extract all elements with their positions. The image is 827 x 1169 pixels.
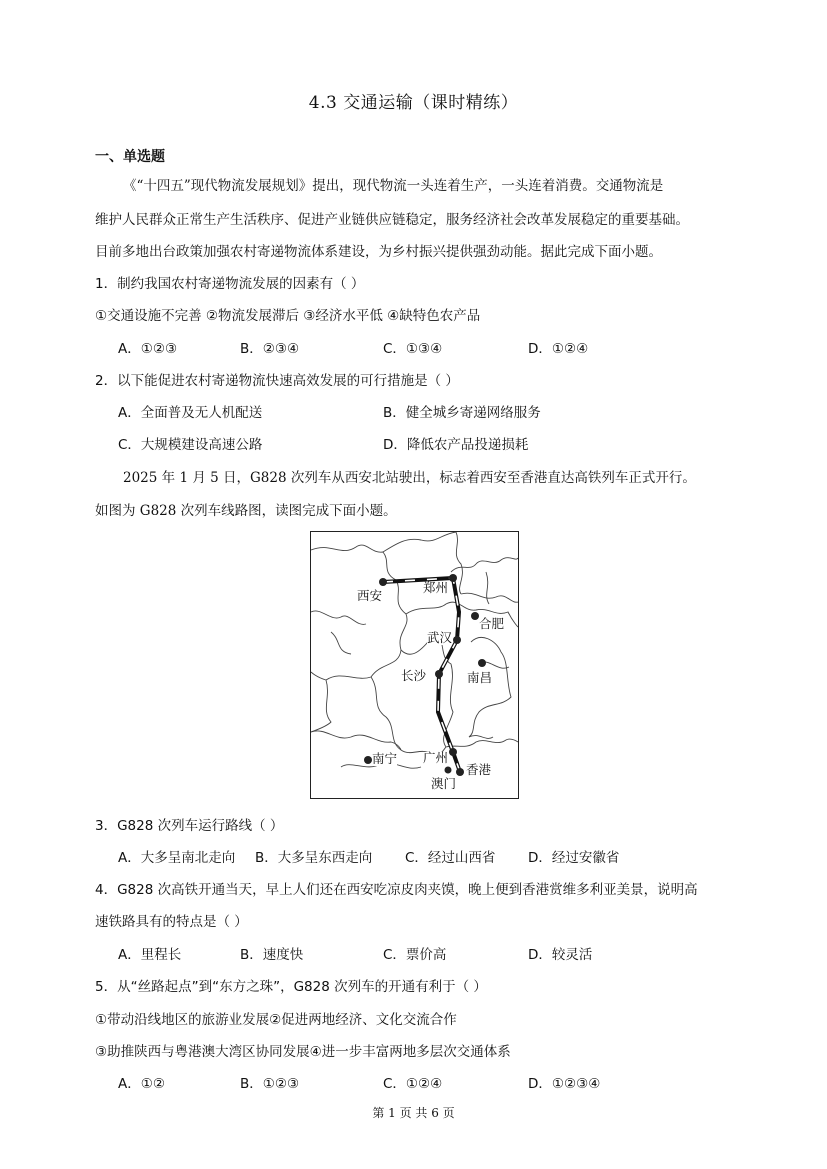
q2-option-a[interactable]: A．全面普及无人机配送 <box>118 405 263 421</box>
q3-option-b[interactable]: B．大多呈东西走向 <box>255 850 373 866</box>
city-dot-guangzhou <box>449 748 457 756</box>
q4-stem-line-1: 4．G828 次高铁开通当天，早上人们还在西安吃凉皮肉夹馍，晚上便到香港赏维多利亚美景，说明高 <box>95 882 698 898</box>
city-dot-nanning <box>364 756 372 764</box>
city-label-zhengzhou: 郑州 <box>423 580 449 595</box>
q2-option-d[interactable]: D．降低农产品投递损耗 <box>383 437 529 453</box>
city-dot-xian <box>379 578 387 586</box>
page-footer: 第 1 页 共 6 页 <box>372 1106 455 1120</box>
route-map <box>310 531 519 799</box>
q1-option-d[interactable]: D．①②④ <box>528 341 589 357</box>
q5-option-c[interactable]: C．①②④ <box>383 1076 443 1092</box>
city-label-macau: 澳门 <box>431 776 457 791</box>
city-dot-nanchang <box>478 659 486 667</box>
q3-stem: 3．G828 次列车运行路线（ ） <box>95 818 284 834</box>
q4-option-d[interactable]: D．较灵活 <box>528 947 593 963</box>
q2-option-c[interactable]: C．大规模建设高速公路 <box>118 437 263 453</box>
city-dot-changsha <box>435 670 443 678</box>
q4-option-a[interactable]: A．里程长 <box>118 947 182 963</box>
q4-stem-line-2: 速铁路具有的特点是（ ） <box>95 914 248 930</box>
q5-option-b[interactable]: B．①②③ <box>240 1076 300 1092</box>
city-label-nanning: 南宁 <box>372 751 398 766</box>
route-map-svg <box>311 532 518 798</box>
page-title: 4.3 交通运输（课时精练） <box>308 93 519 113</box>
q2-stem: 2．以下能促进农村寄递物流快速高效发展的可行措施是（ ） <box>95 373 459 389</box>
q5-items-line-2: ③助推陕西与粤港澳大湾区协同发展④进一步丰富两地多层次交通体系 <box>95 1044 511 1060</box>
q3-option-d[interactable]: D．经过安徽省 <box>528 850 620 866</box>
q3-option-a[interactable]: A．大多呈南北走向 <box>118 850 236 866</box>
city-dot-hongkong <box>456 768 464 776</box>
city-dot-zhengzhou <box>449 574 457 582</box>
province-borders <box>311 532 518 768</box>
q5-option-a[interactable]: A．①② <box>118 1076 165 1092</box>
q1-option-c[interactable]: C．①③④ <box>383 341 443 357</box>
city-label-hongkong: 香港 <box>466 762 492 777</box>
q1-option-b[interactable]: B．②③④ <box>240 341 300 357</box>
q3-option-c[interactable]: C．经过山西省 <box>405 850 496 866</box>
passage1-line-1: 《“十四五”现代物流发展规划》提出，现代物流一头连着生产，一头连着消费。交通物流是 <box>123 178 664 194</box>
section-heading: 一、单选题 <box>95 149 165 165</box>
q4-option-c[interactable]: C．票价高 <box>383 947 447 963</box>
q5-option-d[interactable]: D．①②③④ <box>528 1076 601 1092</box>
passage2-line-2: 如图为 G828 次列车线路图，读图完成下面小题。 <box>95 503 397 519</box>
city-dot-wuhan <box>453 636 461 644</box>
city-label-xian: 西安 <box>357 588 383 603</box>
q1-items: ①交通设施不完善 ②物流发展滞后 ③经济水平低 ④缺特色农产品 <box>95 308 481 324</box>
city-dot-hefei <box>471 612 479 620</box>
city-label-hefei: 合肥 <box>479 616 505 631</box>
q1-option-a[interactable]: A．①②③ <box>118 341 178 357</box>
passage1-line-2: 维护人民群众正常生产生活秩序、促进产业链供应链稳定，服务经济社会改革发展稳定的重要基础。 <box>95 212 689 228</box>
q4-option-b[interactable]: B．速度快 <box>240 947 304 963</box>
passage2-line-1: 2025 年 1 月 5 日，G828 次列车从西安北站驶出，标志着西安至香港直达高铁列车正式开行。 <box>123 470 696 486</box>
city-label-guangzhou: 广州 <box>423 750 449 765</box>
q1-stem: 1．制约我国农村寄递物流发展的因素有（ ） <box>95 276 365 292</box>
city-label-changsha: 长沙 <box>401 668 427 683</box>
q2-option-b[interactable]: B．健全城乡寄递网络服务 <box>383 405 541 421</box>
q5-stem: 5．从“丝路起点”到“东方之珠”，G828 次列车的开通有利于（ ） <box>95 979 487 995</box>
city-label-wuhan: 武汉 <box>427 630 453 645</box>
passage1-line-3: 目前多地出台政策加强农村寄递物流体系建设，为乡村振兴提供强劲动能。据此完成下面小题。 <box>95 244 662 260</box>
city-dot-macau <box>445 767 452 774</box>
city-label-nanchang: 南昌 <box>467 670 493 685</box>
q5-items-line-1: ①带动沿线地区的旅游业发展②促进两地经济、文化交流合作 <box>95 1012 457 1028</box>
